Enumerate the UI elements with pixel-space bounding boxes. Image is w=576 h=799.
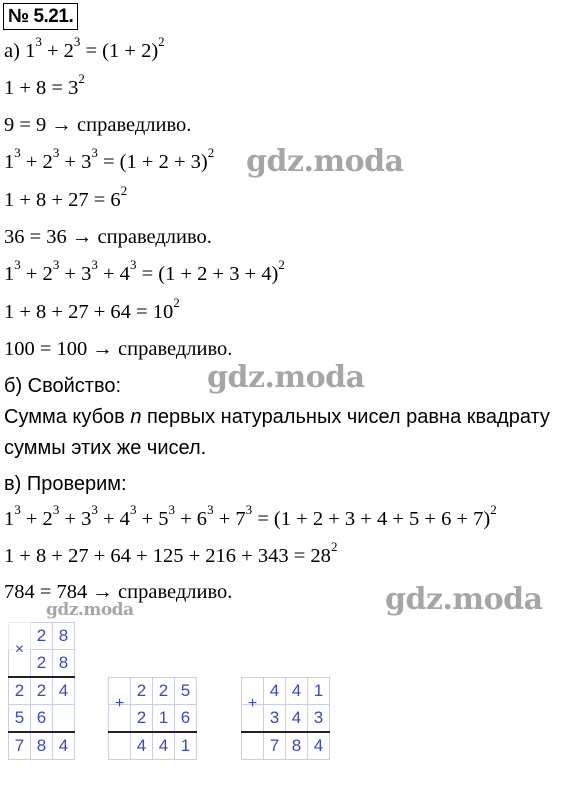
line-15: $1 + 8 + 27 + 64 + 125 + 216 + 343 = 28^2$ [4,539,338,567]
line-10: б) Свойство: [4,375,122,397]
line-4: $1^3 + 2^3 + 3^3 = (1 + 2 + 3)^2$ [4,145,215,173]
watermark: gdz.moda [246,144,404,179]
line-8: $1 + 8 + 27 + 64 = 10^2$ [4,295,180,323]
line-2: $1 + 8 = 3^2$ [4,71,85,99]
problem-number-badge: № 5.21. [3,3,78,30]
line-3: 9 = 9 → справедливо. [4,114,192,136]
watermark: gdz.moda [207,360,365,395]
watermark: gdz.moda [46,600,134,620]
line-5: $1 + 8 + 27 = 6^2$ [4,183,128,211]
line-9: 100 = 100 → справедливо. [4,338,233,360]
multiplication-column: 2 8 × 2 8 2 2 4 5 6 7 8 4 [8,622,75,760]
line-7: $1^3 + 2^3 + 3^3 + 4^3 = (1 + 2 + 3 + 4)^2$ [4,257,285,285]
addition-column-2: + 4 4 1 3 4 3 7 8 4 [241,677,330,760]
watermark: gdz.moda [385,582,543,617]
line-6: 36 = 36 → справедливо. [4,226,212,248]
addition-column-1: + 2 2 5 2 1 6 4 4 1 [108,677,197,760]
line-12: суммы этих же чисел. [4,437,207,459]
line-11: Сумма кубов n первых натуральных чисел равна квадрату [4,406,550,428]
line-1: а) $1^3 + 2^3 = (1 + 2)^2$ [4,34,165,62]
line-13: в) Проверим: [4,473,127,495]
line-16: 784 = 784 → справедливо. [4,581,233,603]
line-14: $1^3 + 2^3 + 3^3 + 4^3 + 5^3 + 6^3 + 7^3 = (1 + 2 + 3 + 4 + 5 + 6 + 7)^2$ [4,502,497,530]
